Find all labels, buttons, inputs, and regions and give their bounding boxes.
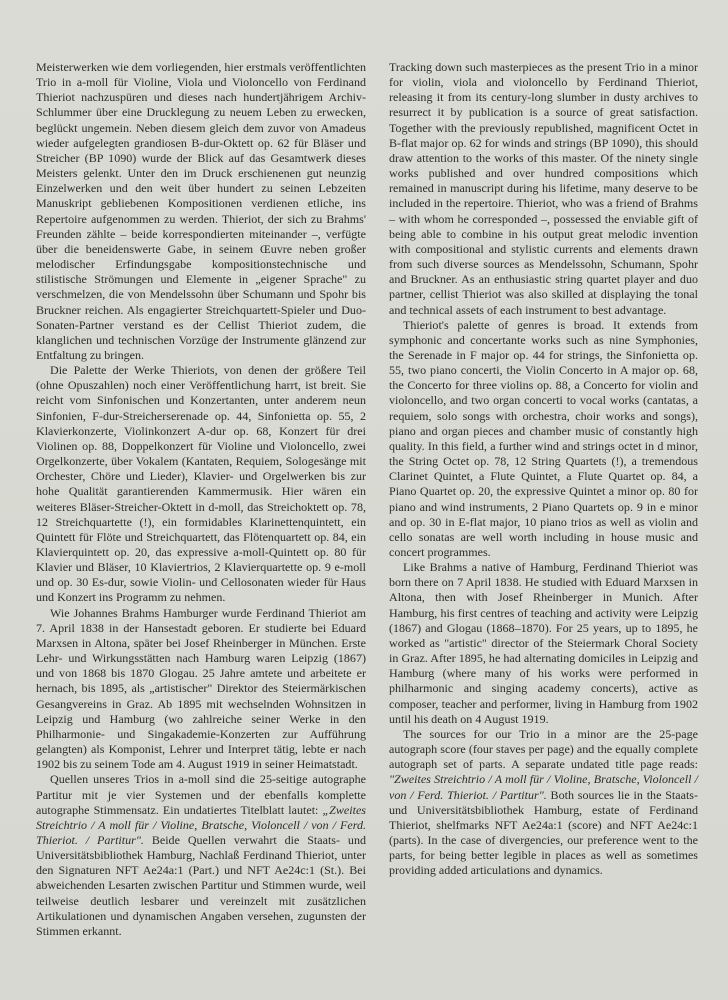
german-title-page-quote: „Zweites Streichtrio / A moll für / Violine, Bratsche, Violoncell / von / Ferd. Thieriot. / Partitur".	[36, 802, 366, 847]
german-paragraph-1: Meisterwerken wie dem vorliegenden, hier erstmals veröffentlichten Trio in a-moll für Violine, Viola und Violoncello von Ferdinand Thieriot nachzuspüren und dieses nach hundertjährigem Archiv-Schlummer über eine Drucklegung zu neuem Leben zu erwecken, beglückt ungemein. Neben diesem gleich dem zuvor von Amadeus wieder aufgelegten grandiosen B-dur-Oktett op. 62 für Bläser und Streicher (BP 1090) wurde der Blick auf das Gesamtwerk dieses Meisters gelenkt. Unter den im Druck erschienenen gut neunzig Einzelwerken und den weit über hundert zu seinen Lebzeiten Manuskript gebliebenen Kompositionen verdienen etliche, ins Repertoire aufgenommen zu werden. Thieriot, der sich zu Brahms' Freunden zählte – beide korrespondierten miteinander –, verfügte über die beneidenswerte Gabe, in seinem Œuvre neben großer melodischer Erfindungsgabe kompositionstechnische und stilistische Strömungen und Elemente in „eigener Sprache" zu verschmelzen, die von Mendelssohn über Schumann und Spohr bis Bruckner reichen. Als engagierter Streichquartett-Spieler und Duo-Sonaten-Partner verstand es der Cellist Thieriot zudem, die klanglichen und technischen Vorzüge der Instrumente glänzend zur Entfaltung zu bringen.	[36, 60, 366, 362]
german-paragraph-3: Wie Johannes Brahms Hamburger wurde Ferdinand Thieriot am 7. April 1838 in der Hansestadt geboren. Er studierte bei Eduard Marxsen in Altona, später bei Josef Rheinberger in München. Erste Lehr- und Wirkungsstätten nach Hamburg waren Leipzig (1867) und von 1868 bis 1870 Glogau. 25 Jahre amtete und arbeitete er hernach, bis 1895, als „artistischer" Direktor des Steiermärkischen Gesangvereins in Graz. Ab 1895 mit wechselnden Wohnsitzen in Leipzig und Hamburg (wo zahlreiche seiner Werke in den Philharmonie- und Singakademie-Konzerten zur Aufführung gelangten) als Komponist, Lehrer und Interpret tätig, lebte er nach 1902 bis zu seinem Tode am 4. August 1919 in seiner Heimatstadt.	[36, 605, 366, 772]
german-sources-details: Beide Quellen verwahrt die Staats- und Universitätsbibliothek Hamburg, Nachlaß Ferdinand Thieriot, unter den Signaturen NFT Ae24a:1 (Part.) und NFT Ae24c:1 (St.). Bei abweichenden Lesarten zwischen Partitur und Stimmen wurde, weil teilweise deutlich lesbarer und vereinzelt mit zusätzlichen Artikulationen und dynamischen Angaben versehen, zugunsten der Stimmen erkannt.	[36, 832, 366, 938]
german-paragraph-2: Die Palette der Werke Thieriots, von denen der größere Teil (ohne Opuszahlen) noch einer Veröffentlichung harrt, ist breit. Sie reicht vom Sinfonischen und Konzertanten, unter anderem neun Sinfonien, F-dur-Streicherserenade op. 44, Sinfonietta op. 55, 2 Klavierkonzerte, Violinkonzert A-dur op. 68, Konzert für drei Violinen op. 88, Doppelkonzert für Violine und Violoncello, zwei Orgelkonzerte, über Vokalem (Kantaten, Requiem, Sologesänge mit Orchester, Chöre und Lieder), Klavier- und Orgelwerken bis zur hohe Qualität garantierenden Kammermusik. Hier wären ein weiteres Bläser-Streicher-Oktett in d-moll, das Streichoktett op. 78, 12 Streichquartette (!), ein formidables Klarinettenquintett, ein Quintett für Flöte und Streichquartett, das Flötenquartett op. 84, ein Klavierquintett op. 20, das expressive a-moll-Quintett op. 80 für Klavier und Bläser, 10 Klaviertrios, 2 Klavierquartette op. 9 e-moll und op. 30 Es-dur, sowie Violin- und Cellosonaten wieder für Haus und Konzert ins Programm zu nehmen.	[36, 363, 366, 605]
german-sources-intro: Quellen unseres Trios in a-moll sind die 25-seitige autographe Partitur mit je vier Systemen und der ebenfalls komplette autographe Stimmensatz. Ein undatiertes Titelblatt lautet:	[36, 772, 366, 817]
english-title-page-quote: "Zweites Streichtrio / A moll für / Violine, Bratsche, Violoncell / von / Ferd. Thieriot. / Partitur".	[389, 772, 698, 802]
english-sources-details: Both sources lie in the Staats- und Universitätsbibliothek Hamburg, estate of Ferdinand Thieriot, shelfmarks NFT Ae24a:1 (score) and NFT Ae24c:1 (parts). In the case of divergencies, our preference went to the parts, for being better legible in places as well as sometimes providing added articulations and dynamics.	[389, 787, 698, 878]
german-paragraph-4	[36, 772, 366, 939]
english-paragraph-1: Tracking down such masterpieces as the present Trio in a minor for violin, viola and violoncello by Ferdinand Thieriot, releasing it from its century-long slumber in dusty archives to resurrect it by publication is a source of great satisfaction. Together with the previously republished, magnificent Octet in B-flat major op. 62 for winds and strings (BP 1090), this should draw attention to the works of this master. Of the ninety single works published and over hundred compositions which remained in manuscript during his lifetime, many deserve to be included in the repertoire. Thieriot, who was a friend of Brahms – with whom he corresponded –, possessed the enviable gift of being able to combine in his output great melodic invention with compositional and stylistic currents and elements drawn from such diverse sources as Mendelssohn, Schumann, Spohr and Bruckner. As an enthusiastic string quartet player and duo partner, cellist Thieriot was also skilled at displaying the tonal and technical assets of each instrument to best advantage.	[389, 60, 698, 317]
english-paragraph-4	[389, 727, 698, 879]
english-paragraph-2: Thieriot's palette of genres is broad. It extends from symphonic and concertante works such as nine Symphonies, the Serenade in F major op. 44 for strings, the Sinfonietta op. 55, two piano concerti, the Violin Concerto in A major op. 68, the Concerto for three violins op. 88, a Concerto for violin and violoncello, and two organ concerti to vocal works (cantatas, a requiem, solo songs with orchestra, choir works and songs), piano and organ pieces and chamber music of constantly high quality. In this field, a further wind and strings octet in d minor, the String Octet op. 78, 12 String Quartets (!), a tremendous Clarinet Quintet, a Flute Quintet, a Flute Quartet op. 84, a Piano Quartet op. 20, the expressive Quintet a minor op. 80 for piano and wind instruments, 2 Piano Quartets op. 9 in e minor and op. 30 in E-flat major, 10 piano trios as well as violin and cello sonatas are well worth including in house music and concert programmes.	[389, 317, 698, 559]
german-column	[36, 60, 366, 939]
english-column	[389, 60, 698, 878]
english-sources-intro: The sources for our Trio in a minor are the 25-page autograph score (four staves per page) and the equally complete autograph set of parts. A separate undated title page reads:	[389, 726, 698, 772]
english-paragraph-3: Like Brahms a native of Hamburg, Ferdinand Thieriot was born there on 7 April 1838. He studied with Eduard Marxsen in Altona, then with Josef Rheinberger in Munich. After Hamburg, his first centres of teaching and activity were Leipzig (1867) and Glogau (1868–1870). For 25 years, up to 1895, he worked as "artistic" director of the Steiermark Choral Society in Graz. After 1895, he had alternating domiciles in Leipzig and Hamburg (where many of his works were performed in philharmonic and singing academy concerts), active as composer, teacher and performer, living in Hamburg from 1902 until his death on 4 August 1919.	[389, 560, 698, 726]
